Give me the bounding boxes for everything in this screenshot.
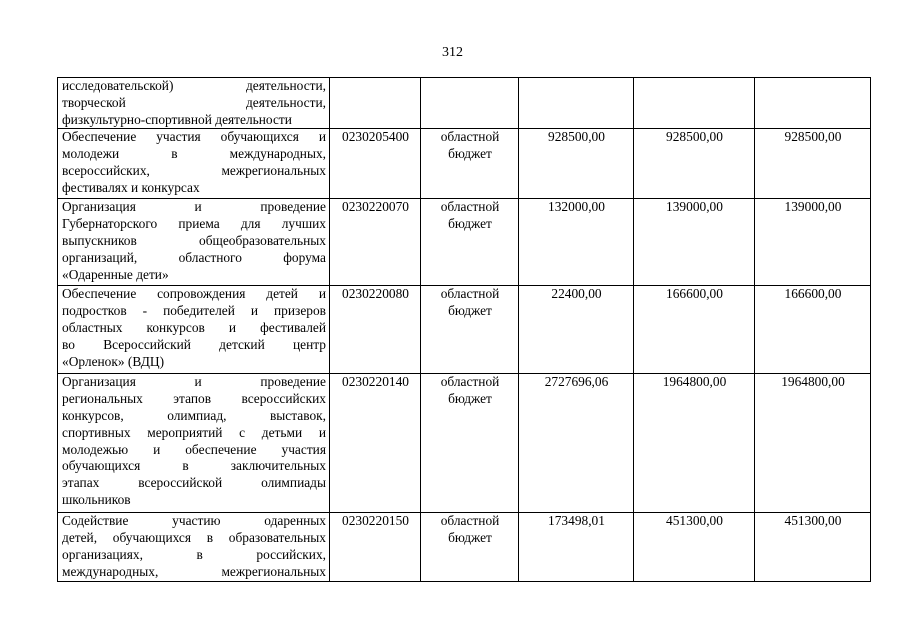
row-code [330,78,421,129]
description-line: Губернаторского приема для лучших [62,216,326,232]
description-line: выпускников общеобразовательных [62,232,326,248]
row-value-year1 [519,78,634,129]
row-code: 0230205400 [330,129,421,199]
row-code: 0230220080 [330,286,421,374]
row-description [58,78,330,129]
description-line: Организация и проведение [62,199,326,215]
row-source: областной бюджет [421,513,519,581]
row-code: 0230220070 [330,199,421,286]
description-line: школьников [62,491,131,507]
description-line: конкурсов, олимпиад, выставок, [62,407,326,423]
row-source: областной бюджет [421,286,519,374]
description-line: Организация и проведение [62,374,326,390]
description-line: спортивных мероприятий с детьми и [62,424,326,440]
row-source: областной бюджет [421,129,519,199]
description-line: молодежи в международных, [62,146,326,162]
row-value-year2: 451300,00 [634,513,755,581]
budget-table [57,77,871,582]
table-row [58,129,871,199]
row-value-year2: 166600,00 [634,286,755,374]
description-line: исследовательской) деятельности, [62,78,326,93]
description-line: фестивалях и конкурсах [62,179,200,195]
row-source: областной бюджет [421,199,519,286]
row-value-year1: 132000,00 [519,199,634,286]
page-number: 312 [442,45,463,60]
row-value-year3: 139000,00 [755,199,871,286]
table-row [58,199,871,286]
description-line: подростков - победителей и призеров [62,303,326,319]
row-value-year2: 139000,00 [634,199,755,286]
description-line: Содействие участию одаренных [62,513,326,529]
row-value-year2: 928500,00 [634,129,755,199]
description-line: молодежью и обеспечение участия [62,441,326,457]
row-description [58,513,330,581]
description-line: «Орленок» (ВДЦ) [62,353,165,369]
row-value-year2: 1964800,00 [634,374,755,513]
description-line: во Всероссийский детский центр [62,336,326,352]
row-value-year1: 22400,00 [519,286,634,374]
table-row [58,374,871,513]
description-line: физкультурно-спортивной деятельности [62,111,292,127]
description-line: Обеспечение сопровождения детей и [62,286,326,302]
description-line: творческой деятельности, [62,94,326,110]
row-source [421,78,519,129]
description-line: этапах всероссийской олимпиады [62,475,326,491]
description-line: региональных этапов всероссийских [62,391,326,407]
description-line: международных, межрегиональных [62,563,326,579]
row-value-year3: 928500,00 [755,129,871,199]
row-value-year1: 173498,01 [519,513,634,581]
row-value-year3: 451300,00 [755,513,871,581]
description-line: детей, обучающихся в образовательных [62,530,326,546]
budget-table-body [58,78,871,582]
row-value-year3 [755,78,871,129]
row-code: 0230220140 [330,374,421,513]
row-value-year3: 1964800,00 [755,374,871,513]
row-value-year1: 928500,00 [519,129,634,199]
table-row [58,78,871,129]
description-line: Обеспечение участия обучающихся и [62,129,326,145]
row-code: 0230220150 [330,513,421,581]
description-line: обучающихся в заключительных [62,458,326,474]
row-value-year3: 166600,00 [755,286,871,374]
table-row [58,513,871,581]
description-line: областных конкурсов и фестивалей [62,319,326,335]
description-line: организациях, в российских, [62,546,326,562]
description-line: организаций, областного форума [62,249,326,265]
description-line: «Одаренные дети» [62,266,169,282]
row-value-year2 [634,78,755,129]
row-description [58,129,330,199]
row-description [58,374,330,513]
row-description [58,199,330,286]
description-line: всероссийских, межрегиональных [62,162,326,178]
row-value-year1: 2727696,06 [519,374,634,513]
row-description [58,286,330,374]
table-row [58,286,871,374]
row-source: областной бюджет [421,374,519,513]
